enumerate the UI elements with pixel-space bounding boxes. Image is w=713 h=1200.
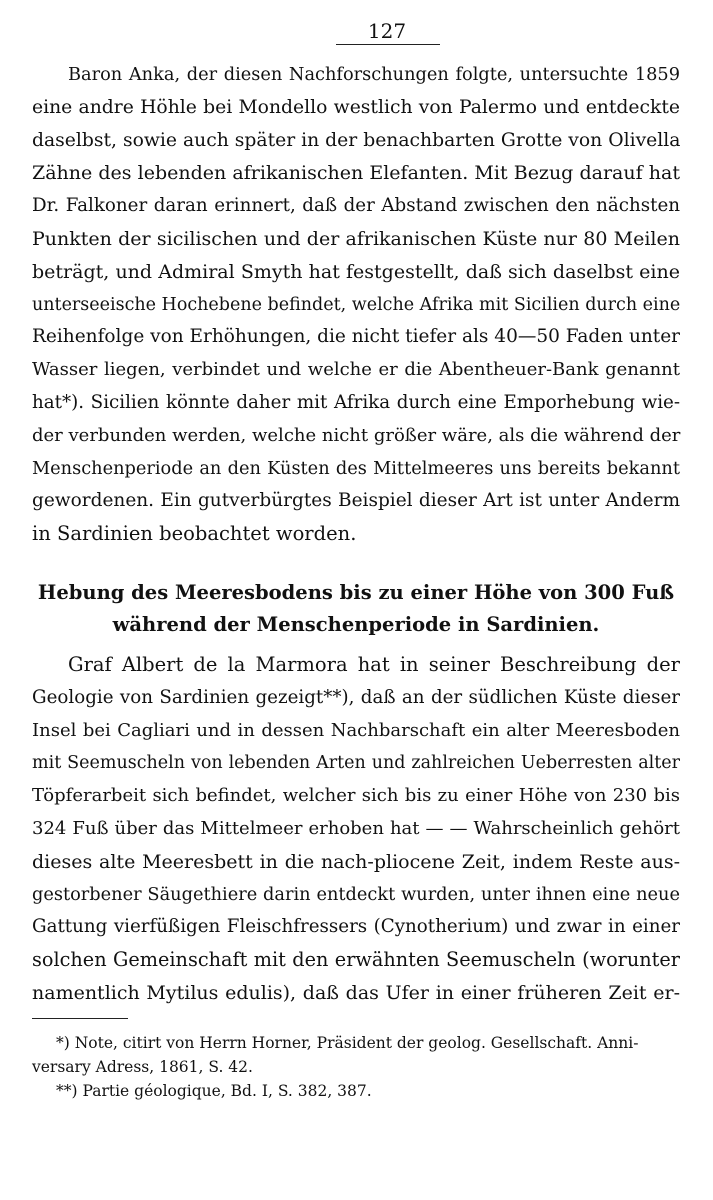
text-line: eine andre Höhle bei Mondello westlich von Palermo und entdeckte (32, 96, 680, 118)
text-line: dieses alte Meeresbett in die nach-pliocene Zeit, indem Reste aus- (32, 850, 680, 873)
header-rule (336, 44, 440, 45)
text-line: Graf Albert de la Marmora hat in seiner Beschreibung der (68, 652, 680, 676)
footnote-rule (32, 1018, 128, 1019)
footnote-line: **) Partie géologique, Bd. I, S. 382, 387. (56, 1081, 372, 1100)
heading-line: während der Menschenperiode in Sardinien. (112, 612, 600, 636)
text-line: solchen Gemeinschaft mit den erwähnten Seemuscheln (worunter (32, 948, 680, 972)
text-line: Menschenperiode an den Küsten des Mittelmeeres uns bereits bekannt (32, 458, 680, 479)
text-line: der verbunden werden, welche nicht größer wäre, als die während der (32, 424, 681, 446)
footnotes (32, 1031, 680, 1103)
text-line: Baron Anka, der diesen Nachforschungen folgte, untersuchte 1859 (68, 65, 680, 85)
text-line: Gattung vierfüßigen Fleischfressers (Cynotherium) und zwar in einer (32, 916, 680, 938)
text-line: 324 Fuß über das Mittelmeer erhoben hat — — Wahrscheinlich gehört (32, 817, 680, 839)
text-line: Punkten der sicilischen und der afrikanischen Küste nur 80 Meilen (32, 227, 680, 250)
text-line: Insel bei Cagliari und in dessen Nachbarschaft ein alter Meeresboden (32, 719, 680, 741)
page-number: 127 (367, 19, 407, 43)
book-page (32, 18, 680, 1103)
text-line: Zähne des lebenden afrikanischen Elefanten. Mit Bezug darauf hat (32, 162, 680, 185)
footnote-line: versary Adress, 1861, S. 42. (32, 1057, 253, 1076)
text-line: beträgt, und Admiral Smyth hat festgestellt, daß sich daselbst eine (32, 260, 680, 283)
text-line: namentlich Mytilus edulis), daß das Ufer in einer früheren Zeit er- (32, 981, 680, 1004)
text-line: hat*). Sicilien könnte daher mit Afrika durch eine Emporhebung wie- (32, 391, 680, 413)
text-line: gewordenen. Ein gutverbürgtes Beispiel dieser Art ist unter Anderm (32, 490, 680, 512)
section-heading (32, 577, 680, 641)
text-line: in Sardinien beobachtet worden. (32, 522, 357, 546)
text-line: Geologie von Sardinien gezeigt**), daß an der südlichen Küste dieser (32, 686, 680, 708)
paragraph-2 (32, 649, 680, 1010)
text-line: Dr. Falkoner daran erinnert, daß der Abstand zwischen den nächsten (32, 195, 680, 217)
footnote-line: *) Note, citirt von Herrn Horner, Präsident der geolog. Gesellschaft. Anni- (56, 1033, 639, 1052)
heading-line: Hebung des Meeresbodens bis zu einer Höhe von 300 Fuß (37, 580, 675, 604)
text-line: Wasser liegen, verbindet und welche er die Abentheuer-Bank genannt (32, 359, 680, 381)
text-line: Reihenfolge von Erhöhungen, die nicht tiefer als 40—50 Faden unter (32, 326, 681, 348)
text-line: mit Seemuscheln von lebenden Arten und zahlreichen Ueberresten alter (32, 753, 680, 774)
text-line: Töpferarbeit sich befindet, welcher sich bis zu einer Höhe von 230 bis (32, 785, 680, 807)
text-line: daselbst, sowie auch später in der benachbarten Grotte von Olivella (32, 129, 681, 151)
paragraph-1 (32, 59, 680, 551)
text-line: gestorbener Säugethiere darin entdeckt wurden, unter ihnen eine neue (32, 884, 680, 905)
text-line: unterseeische Hochebene befindet, welche Afrika mit Sicilien durch eine (32, 294, 681, 315)
